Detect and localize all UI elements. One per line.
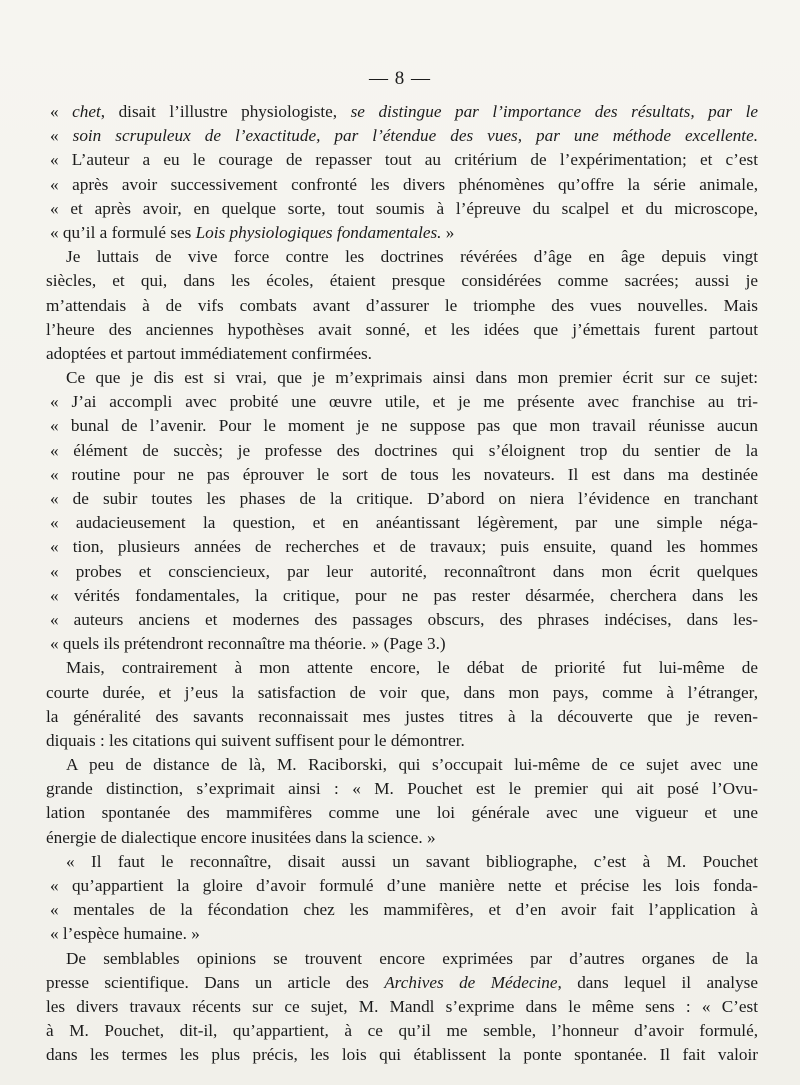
text-line: « l’espèce humaine. » — [50, 924, 200, 944]
text-line: diquais : les citations qui suivent suffisent pour le démontrer. — [46, 730, 465, 750]
text-line: « qu’il a formulé ses Lois physiologiques fondamentales. » — [50, 222, 455, 242]
text-line: De semblables opinions se trouvent encore exprimées par d’autres organes de la — [66, 948, 758, 968]
text-line: « L’auteur a eu le courage de repasser tout au critérium de l’expérimentation; et c’est — [50, 150, 758, 170]
text-line: « de subir toutes les phases de la critique. D’abord on niera l’évidence en tranchant — [50, 489, 758, 508]
text-line: presse scientifique. Dans un article des Archives de Médecine, dans lequel il analyse — [46, 972, 758, 992]
text-line: « qu’appartient la gloire d’avoir formulé d’une manière nette et précise les lois fonda- — [50, 876, 758, 895]
text-line: « soin scrupuleux de l’exactitude, par l’étendue des vues, par une méthode excellente. — [50, 126, 758, 146]
text-line: énergie de dialectique encore inusitées dans la science. » — [46, 827, 436, 847]
text-line: « quels ils prétendront reconnaître ma théorie. » (Page 3.) — [50, 634, 446, 654]
text-line: Ce que je dis est si vrai, que je m’exprimais ainsi dans mon premier écrit sur ce sujet: — [66, 368, 758, 388]
text-line: A peu de distance de là, M. Raciborski, qui s’occupait lui-même de ce sujet avec une — [66, 755, 758, 775]
text-line: « après avoir successivement confronté les divers phénomènes qu’offre la série animale, — [50, 174, 758, 194]
text-line: « chet, disait l’illustre physiologiste, se distingue par l’importance des résultats, par le — [50, 102, 758, 121]
text-line: « routine pour ne pas éprouver le sort de tous les novateurs. Il est dans ma destinée — [50, 464, 758, 484]
page-number: — 8 — — [369, 68, 431, 89]
text-line: « J’ai accompli avec probité une œuvre utile, et je me présente avec franchise au tri- — [50, 392, 758, 412]
text-line: « auteurs anciens et modernes des passages obscurs, des phrases indécises, dans les- — [50, 609, 758, 629]
text-line: « audacieusement la question, et en anéantissant légèrement, par une simple néga- — [50, 513, 758, 533]
text-line: siècles, et qui, dans les écoles, étaient presque considérées comme sacrées; aussi je — [46, 271, 758, 291]
text-line: grande distinction, s’exprimait ainsi : « M. Pouchet est le premier qui ait posé l’Ovu- — [46, 779, 758, 799]
text-line: Mais, contrairement à mon attente encore, le débat de priorité fut lui-même de — [66, 658, 758, 678]
text-line: « probes et consciencieux, par leur autorité, reconnaîtront dans mon écrit quelques — [50, 561, 758, 581]
text-line: à M. Pouchet, dit-il, qu’appartient, à ce qu’il me semble, l’honneur d’avoir formulé, — [46, 1021, 758, 1041]
text-line: l’heure des anciennes hypothèses avait sonné, et les idées que j’émettais furent partout — [46, 319, 758, 339]
text-line: « et après avoir, en quelque sorte, tout soumis à l’épreuve du scalpel et du microscope, — [50, 198, 758, 218]
text-line: « tion, plusieurs années de recherches et de travaux; puis ensuite, quand les hommes — [50, 537, 758, 557]
text-line: « élément de succès; je professe des doctrines qui s’éloignent trop du sentier de la — [50, 440, 758, 460]
text-line: « Il faut le reconnaître, disait aussi un savant bibliographe, c’est à M. Pouchet — [66, 851, 758, 871]
text-line: m’attendais à de vifs combats avant d’assurer le triomphe des vues nouvelles. Mais — [46, 295, 758, 315]
body-text — [46, 100, 758, 1068]
text-line: la généralité des savants reconnaissait mes justes titres à la découverte que je reven- — [46, 706, 758, 726]
text-line: adoptées et partout immédiatement confirmées. — [46, 343, 372, 363]
text-line: courte durée, et j’eus la satisfaction de voir que, dans mon pays, comme à l’étranger, — [46, 682, 758, 702]
text-line: dans les termes les plus précis, les lois qui établissent la ponte spontanée. Il fait valoir — [46, 1045, 758, 1065]
text-line: les divers travaux récents sur ce sujet, M. Mandl s’exprime dans le même sens : « C’est — [46, 996, 758, 1016]
text-line: « bunal de l’avenir. Pour le moment je ne suppose pas que mon travail réunisse aucun — [50, 416, 758, 436]
text-line: « vérités fondamentales, la critique, pour ne pas rester désarmée, cherchera dans les — [50, 585, 758, 605]
text-line: lation spontanée des mammifères comme une loi générale avec une vigueur et une — [46, 803, 758, 823]
text-line: « mentales de la fécondation chez les mammifères, et d’en avoir fait l’application à — [50, 900, 758, 920]
text-line: Je luttais de vive force contre les doctrines révérées d’âge en âge depuis vingt — [66, 247, 758, 267]
